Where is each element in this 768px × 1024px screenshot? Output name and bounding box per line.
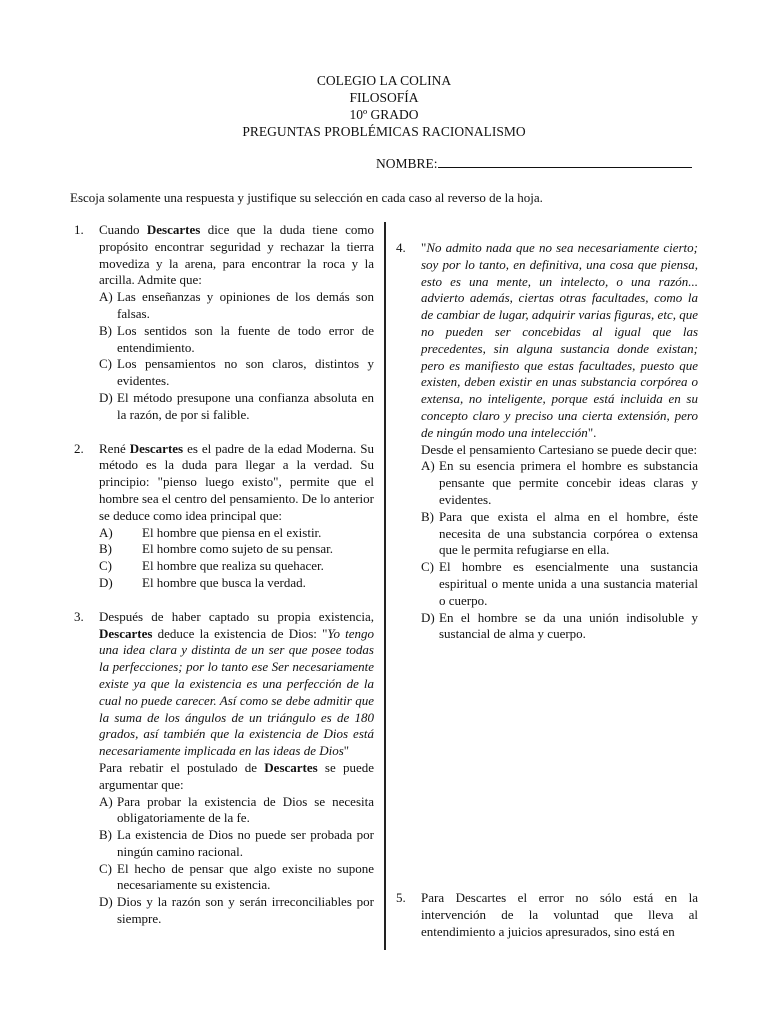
document-header: [0, 72, 768, 140]
question-prompt: Desde el pensamiento Cartesiano se puede decir que:: [421, 441, 698, 457]
question-number: 5.: [396, 890, 406, 905]
subject-name: FILOSOFÍA: [349, 90, 419, 105]
option-a: A) Para probar la existencia de Dios se necesita obligatoriamente de la fe.: [99, 793, 374, 826]
question-3: [74, 609, 374, 928]
option-d: D) En el hombre se da una unión indisoluble y sustancial de alma y cuerpo.: [421, 609, 698, 642]
question-1: [74, 222, 374, 424]
grade-label: 10º GRADO: [349, 107, 419, 122]
question-quote: "No admito nada que no sea necesariamente cierto; soy por lo tanto, en definitiva, una cosa que piensa, esto es una mente, un intelecto, o una razón... advierto además, ciertas otras facultades, como la de cambiar de lugar, adquirir varias figuras, etc, que no pueden ser concebidas al igual que las precedentes, sin alguna sustancia donde existan; pero es manifiesto que estas facultades, puesto que existen, deben existir en unas substancia corpórea o extensa, no inteligente, porque está incluida en su concepto claro y preciso una cierta extensión, pero de ningún modo una intelección".: [421, 240, 698, 440]
option-b: B) Para que exista el alma en el hombre, éste necesita de una substancia corpórea o extensa que le permita refugiarse en ella.: [421, 508, 698, 558]
question-stem: Para Descartes el error no sólo está en la intervención de la voluntad que lleva al entendimiento a juicios apresurados, sino está en: [421, 890, 698, 939]
option-c: C) El hombre es esencialmente una sustancia espiritual o mente unida a una sustancia material o cuerpo.: [421, 559, 698, 608]
question-number: 4.: [396, 240, 406, 255]
option-a: A) El hombre que piensa en el existir.: [99, 524, 322, 540]
instructions: Escoja solamente una respuesta y justifique su selección en cada caso al reverso de la hoja.: [70, 190, 543, 205]
question-4: [396, 240, 698, 643]
option-a: A) En su esencia primera el hombre es substancia pensante que permite concebir ideas claras y evidentes.: [421, 458, 698, 507]
right-column: [396, 240, 698, 660]
option-d: D) Dios y la razón son y serán irreconciliables por siempre.: [99, 894, 374, 927]
option-c: C) Los pensamientos no son claros, distintos y evidentes.: [99, 356, 374, 389]
question-stem: René Descartes es el padre de la edad Moderna. Su método es la duda para llegar a la verdad. Su principio: "pienso luego existo", permite que el hombre sea el centro del pensamiento. De lo anterior se deduce como idea principal que:: [99, 440, 374, 523]
question-stem: Cuando Descartes dice que la duda tiene como propósito encontrar seguridad y rechazar la tierra movediza y la arena, para encontrar la roca y la arcilla. Admite que:: [99, 222, 374, 288]
option-c: C) El hombre que realiza su quehacer.: [99, 558, 324, 574]
option-d: D) El método presupone una confianza absoluta en la razón, de por si falible.: [99, 389, 374, 422]
question-stem: Después de haber captado su propia existencia, Descartes deduce la existencia de Dios: "Yo tengo una idea clara y distinta de un ser que posee todas la perfecciones; por lo tanto ese Ser necesariamente existe ya que la existencia es una perfección de la cual no puede carecer. Así como se debe admitir que la suma de los ángulos de un triángulo es de 180 grados, así también que la existencia de Dios está necesariamente implicada en las ideas de Dios": [99, 608, 375, 759]
question-number: 2.: [74, 440, 84, 456]
school-name: COLEGIO LA COLINA: [316, 73, 452, 88]
question-5: [396, 890, 698, 940]
question-number: 1.: [74, 222, 84, 237]
option-b: B) La existencia de Dios no puede ser probada por ningún camino racional.: [99, 827, 374, 859]
question-prompt: Para rebatir el postulado de Descartes se puede argumentar que:: [99, 759, 374, 792]
option-c: C) El hecho de pensar que algo existe no supone necesariamente su existencia.: [99, 860, 374, 893]
document-title: PREGUNTAS PROBLÉMICAS RACIONALISMO: [242, 124, 526, 139]
option-a: A) Las enseñanzas y opiniones de los demás son falsas.: [99, 289, 374, 321]
option-d: D) El hombre que busca la verdad.: [99, 574, 306, 590]
column-divider: [384, 222, 386, 950]
name-blank-line[interactable]: [438, 155, 692, 168]
left-column: [74, 222, 374, 945]
question-number: 3.: [74, 608, 84, 624]
name-label: NOMBRE:: [376, 156, 438, 171]
name-field[interactable]: [376, 155, 692, 172]
option-b: B) Los sentidos son la fuente de todo error de entendimiento.: [99, 322, 374, 355]
option-b: B) El hombre como sujeto de su pensar.: [99, 541, 333, 557]
question-5-container: [396, 890, 698, 957]
question-2: [74, 441, 374, 592]
